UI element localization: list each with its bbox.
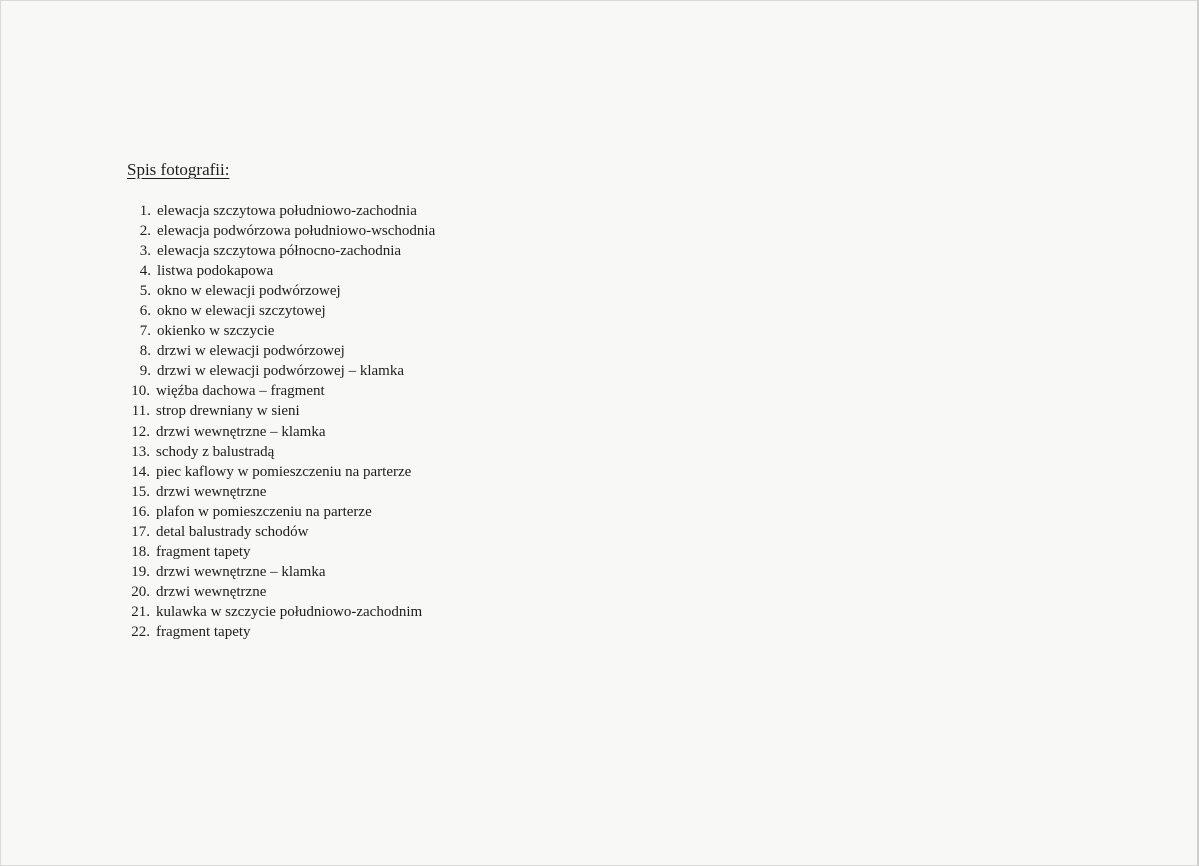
list-item-number: 1. — [139, 203, 151, 219]
list-item-text: elewacja szczytowa północno-zachodnia — [157, 243, 402, 260]
list-item — [121, 502, 435, 522]
list-item-number: 18. — [131, 543, 150, 560]
list-item-text: drzwi w elewacji podwórzowej – klamka — [157, 363, 404, 380]
list-item-text: listwa podokapowa — [157, 263, 274, 280]
list-item-text: kulawka w szczycie południowo-zachodnim — [156, 603, 423, 620]
list-item-text: drzwi w elewacji podwórzowej — [157, 343, 345, 360]
list-item — [121, 542, 435, 562]
document-title: Spis fotografii: — [127, 160, 230, 179]
list-item-number: 12. — [131, 423, 150, 440]
list-item-text: okno w elewacji szczytowej — [157, 303, 326, 320]
list-item — [121, 462, 435, 482]
list-item-text: plafon w pomieszczeniu na parterze — [156, 503, 372, 520]
list-item — [121, 281, 435, 301]
list-item — [121, 522, 435, 542]
list-item — [121, 261, 435, 281]
list-item-number: 14. — [131, 463, 150, 480]
list-item-text: fragment tapety — [156, 543, 251, 560]
list-item-text: drzwi wewnętrzne – klamka — [156, 563, 326, 580]
list-item-text: więźba dachowa – fragment — [156, 383, 325, 400]
list-item — [121, 361, 435, 381]
list-item-number: 2. — [139, 223, 151, 240]
list-item-number: 3. — [139, 243, 151, 260]
list-item — [121, 442, 435, 462]
list-item-number: 7. — [139, 323, 151, 340]
list-item — [121, 201, 435, 221]
list-item-text: piec kaflowy w pomieszczeniu na parterze — [156, 463, 412, 480]
list-item-number: 15. — [131, 483, 150, 500]
list-item — [121, 482, 435, 502]
list-item — [121, 241, 435, 261]
list-item-number: 16. — [131, 503, 150, 520]
list-item — [121, 602, 435, 622]
list-item — [121, 622, 435, 642]
list-item — [121, 301, 435, 321]
list-item-text: elewacja szczytowa południowo-zachodnia — [157, 203, 417, 219]
list-item — [121, 422, 435, 442]
list-item-text: okienko w szczycie — [157, 323, 275, 340]
list-item — [121, 221, 435, 241]
list-item — [121, 401, 435, 421]
list-item — [121, 562, 435, 582]
list-item-number: 10. — [131, 383, 150, 400]
list-item-number: 11. — [131, 403, 150, 420]
list-item-text: drzwi wewnętrzne – klamka — [156, 423, 326, 440]
list-item-number: 20. — [131, 583, 150, 600]
list-item-number: 4. — [139, 263, 151, 280]
list-item-text: okno w elewacji podwórzowej — [157, 283, 341, 300]
list-item-text: fragment tapety — [156, 623, 251, 640]
list-item-text: schody z balustradą — [156, 443, 275, 460]
list-item-text: detal balustrady schodów — [156, 523, 309, 540]
list-item-number: 13. — [131, 443, 150, 460]
list-item-number: 17. — [131, 523, 150, 540]
list-item — [121, 582, 435, 602]
list-item-number: 6. — [139, 303, 151, 320]
list-item-text: elewacja podwórzowa południowo-wschodnia — [157, 223, 436, 240]
list-item-number: 19. — [131, 563, 150, 580]
list-item-number: 22. — [131, 623, 150, 640]
list-item-text: strop drewniany w sieni — [156, 403, 300, 420]
list-item — [121, 381, 435, 401]
list-item-text: drzwi wewnętrzne — [156, 483, 267, 500]
list-item — [121, 321, 435, 341]
photo-list — [121, 201, 435, 642]
list-item — [121, 341, 435, 361]
list-item-number: 9. — [139, 363, 151, 380]
list-item-number: 5. — [139, 283, 151, 300]
list-item-text: drzwi wewnętrzne — [156, 583, 267, 600]
list-item-number: 21. — [131, 603, 150, 620]
list-item-number: 8. — [139, 343, 151, 360]
